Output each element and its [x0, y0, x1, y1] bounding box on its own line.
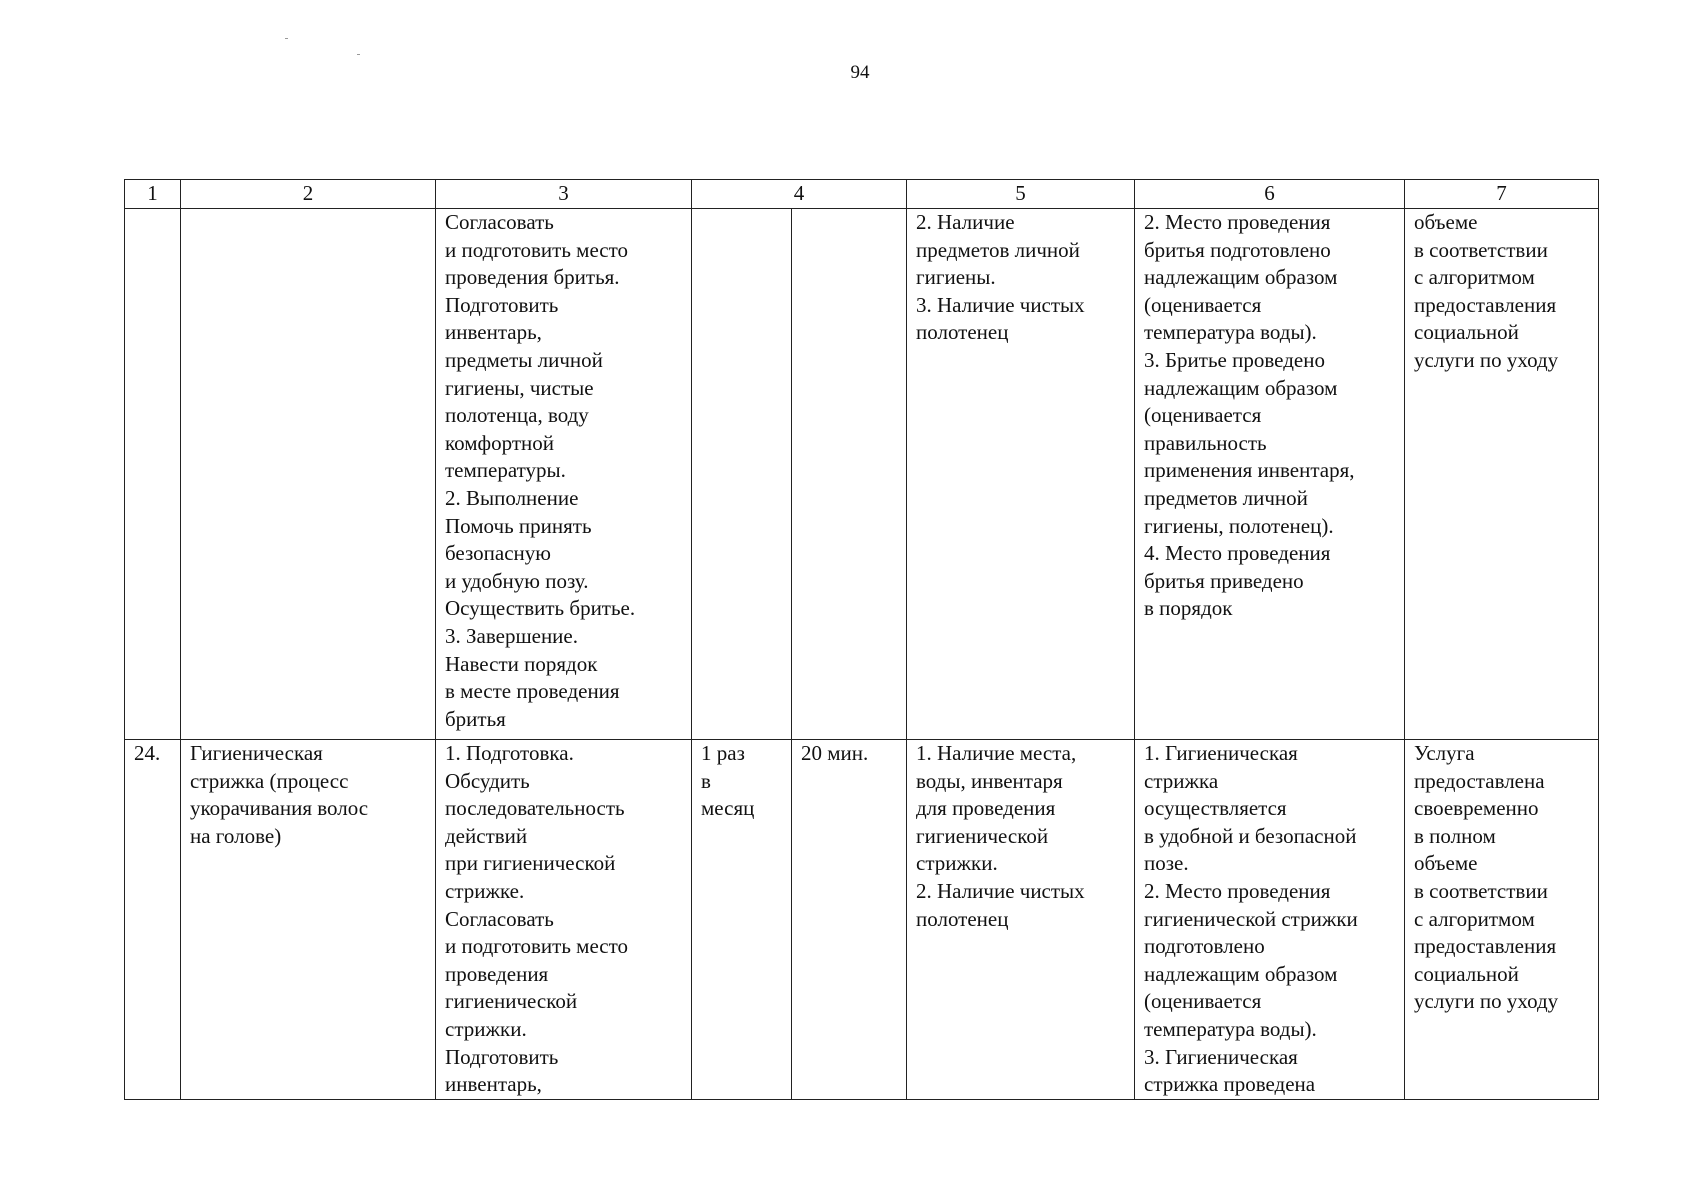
conditions-cell: 2. Наличие предметов личной гигиены. 3. Наличие чистых полотенец — [907, 209, 1135, 740]
conditions-cell: 1. Наличие места, воды, инвентаря для проведения гигиенической стрижки. 2. Наличие чистых полотенец — [907, 740, 1135, 1100]
services-table — [124, 179, 1599, 1100]
header-col-2: 2 — [181, 180, 436, 209]
result-evaluation-cell: объеме в соответствии с алгоритмом предоставления социальной услуги по уходу — [1405, 209, 1599, 740]
header-col-5: 5 — [907, 180, 1135, 209]
header-col-3: 3 — [436, 180, 692, 209]
duration-cell — [792, 209, 907, 740]
service-content-cell: 1. Подготовка. Обсудить последовательность действий при гигиенической стрижке. Согласовать и подготовить место проведения гигиенической стрижки. Подготовить инвентарь, — [436, 740, 692, 1100]
header-col-1: 1 — [125, 180, 181, 209]
header-col-4: 4 — [692, 180, 907, 209]
service-content-cell: Согласовать и подготовить место проведения бритья. Подготовить инвентарь, предметы личной гигиены, чистые полотенца, воду комфортной температуры. 2. Выполнение Помочь принять безопасную и удобную позу. Осуществить бритье. 3. Завершение. Навести порядок в месте проведения бритья — [436, 209, 692, 740]
quality-indicators-cell: 1. Гигиеническая стрижка осуществляется в удобной и безопасной позе. 2. Место проведения гигиенической стрижки подготовлено надлежащим образом (оценивается температура воды). 3. Гигиеническая стрижка проведена — [1135, 740, 1405, 1100]
scan-speck — [285, 38, 288, 39]
table-row — [125, 209, 1599, 740]
scan-speck — [357, 54, 360, 55]
service-name-cell: Гигиеническая стрижка (процесс укорачивания волос на голове) — [181, 740, 436, 1100]
table-header-row — [125, 180, 1599, 209]
frequency-cell — [692, 209, 792, 740]
frequency-cell: 1 раз в месяц — [692, 740, 792, 1100]
duration-cell: 20 мин. — [792, 740, 907, 1100]
header-col-6: 6 — [1135, 180, 1405, 209]
result-evaluation-cell: Услуга предоставлена своевременно в полном объеме в соответствии с алгоритмом предоставления социальной услуги по уходу — [1405, 740, 1599, 1100]
quality-indicators-cell: 2. Место проведения бритья подготовлено надлежащим образом (оценивается температура воды). 3. Бритье проведено надлежащим образом (оценивается правильность применения инвентаря, предметов личной гигиены, полотенец). 4. Место проведения бритья приведено в порядок — [1135, 209, 1405, 740]
header-col-7: 7 — [1405, 180, 1599, 209]
service-name-cell — [181, 209, 436, 740]
row-number-cell: 24. — [125, 740, 181, 1100]
page-number: 94 — [850, 62, 870, 83]
row-number-cell — [125, 209, 181, 740]
table-row — [125, 740, 1599, 1100]
